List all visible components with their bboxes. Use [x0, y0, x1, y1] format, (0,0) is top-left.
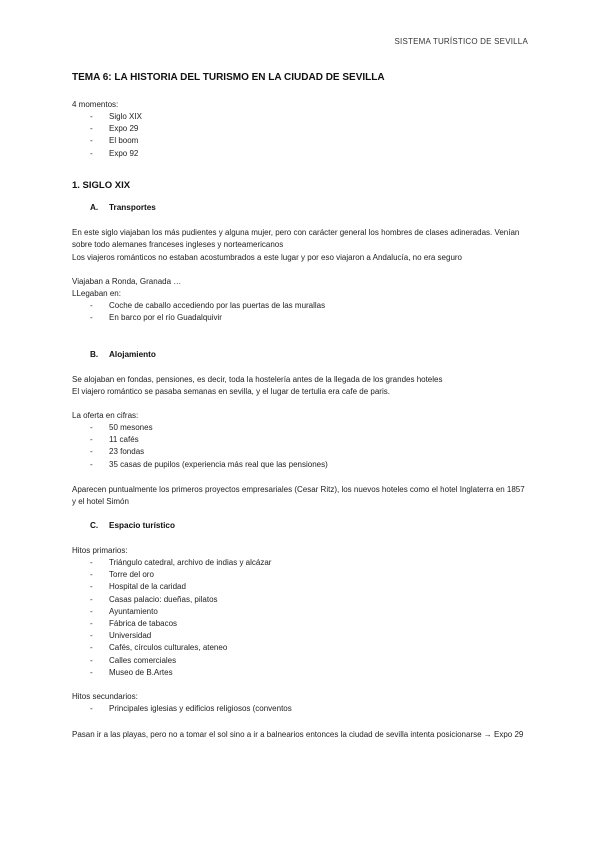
subsection-title: Alojamiento — [109, 350, 156, 359]
subsection-letter: B. — [90, 350, 99, 359]
paragraph: LLegaban en: — [72, 289, 121, 298]
moments-list — [90, 111, 142, 160]
transport-list — [90, 300, 325, 324]
offer-list — [90, 422, 328, 471]
subsection-heading-espacio-turistico — [90, 521, 175, 530]
list-item: - Expo 29 — [90, 123, 142, 135]
list-item: - Torre del oro — [90, 569, 271, 581]
list-item: - Expo 92 — [90, 148, 142, 160]
paragraph: Viajaban a Ronda, Granada … — [72, 277, 182, 286]
subsection-title: Transportes — [109, 203, 156, 212]
list-item: - Museo de B.Artes — [90, 667, 271, 679]
subsection-letter: A. — [90, 203, 99, 212]
paragraph: Hitos secundarios: — [72, 692, 138, 701]
list-item: - Calles comerciales — [90, 655, 271, 667]
paragraph: En este siglo viajaban los más pudientes y alguna mujer, pero con carácter general los hombres de clases adineradas. Venían sobre todo alemanes franceses ingleses y norteamericanos — [72, 228, 520, 250]
subsection-heading-alojamiento — [90, 350, 156, 359]
document-title: TEMA 6: LA HISTORIA DEL TURISMO EN LA CIUDAD DE SEVILLA — [72, 72, 385, 83]
list-item: - Coche de caballo accediendo por las puertas de las murallas — [90, 300, 325, 312]
primary-landmarks-list — [90, 557, 271, 679]
list-item: - Siglo XIX — [90, 111, 142, 123]
list-item: - 11 cafés — [90, 434, 328, 446]
list-item: - 35 casas de pupilos (experiencia más real que las pensiones) — [90, 459, 328, 471]
paragraph: Hitos primarios: — [72, 546, 128, 555]
page-header: SISTEMA TURÍSTICO DE SEVILLA — [394, 37, 528, 46]
list-item: - Hospital de la caridad — [90, 581, 271, 593]
subsection-heading-transportes — [90, 203, 156, 212]
paragraph: Aparecen puntualmente los primeros proyectos empresariales (Cesar Ritz), los nuevos hoteles como el hotel Inglaterra en 1857 y el hotel Simón — [72, 485, 525, 507]
list-item: - En barco por el río Guadalquivir — [90, 312, 325, 324]
paragraph: La oferta en cifras: — [72, 411, 139, 420]
subsection-letter: C. — [90, 521, 99, 530]
paragraph: El viajero romántico se pasaba semanas en sevilla, y el lugar de tertulia era cafe de paris. — [72, 387, 390, 396]
list-item: - Fábrica de tabacos — [90, 618, 271, 630]
list-item: - 50 mesones — [90, 422, 328, 434]
list-item: - Principales iglesias y edificios religiosos (conventos — [90, 703, 292, 715]
moments-intro: 4 momentos: — [72, 100, 119, 109]
list-item: - Triángulo catedral, archivo de indias y alcázar — [90, 557, 271, 569]
paragraph: Pasan ir a las playas, pero no a tomar el sol sino a ir a balnearios entonces la ciudad de sevilla intenta posicionarse → Expo 29 — [72, 730, 524, 739]
list-item: - Casas palacio: dueñas, pilatos — [90, 594, 271, 606]
subsection-title: Espacio turístico — [109, 521, 175, 530]
list-item: - El boom — [90, 135, 142, 147]
paragraph: Los viajeros románticos no estaban acostumbrados a este lugar y por eso viajaron a Andalucía, no era seguro — [72, 253, 463, 262]
list-item: - Cafés, círculos culturales, ateneo — [90, 642, 271, 654]
paragraph: Se alojaban en fondas, pensiones, es decir, toda la hostelería antes de la llegada de los grandes hoteles — [72, 375, 443, 384]
list-item: - Universidad — [90, 630, 271, 642]
list-item: - 23 fondas — [90, 446, 328, 458]
secondary-landmarks-list — [90, 703, 292, 715]
list-item: - Ayuntamiento — [90, 606, 271, 618]
section-heading-siglo-xix: 1. SIGLO XIX — [72, 180, 131, 191]
